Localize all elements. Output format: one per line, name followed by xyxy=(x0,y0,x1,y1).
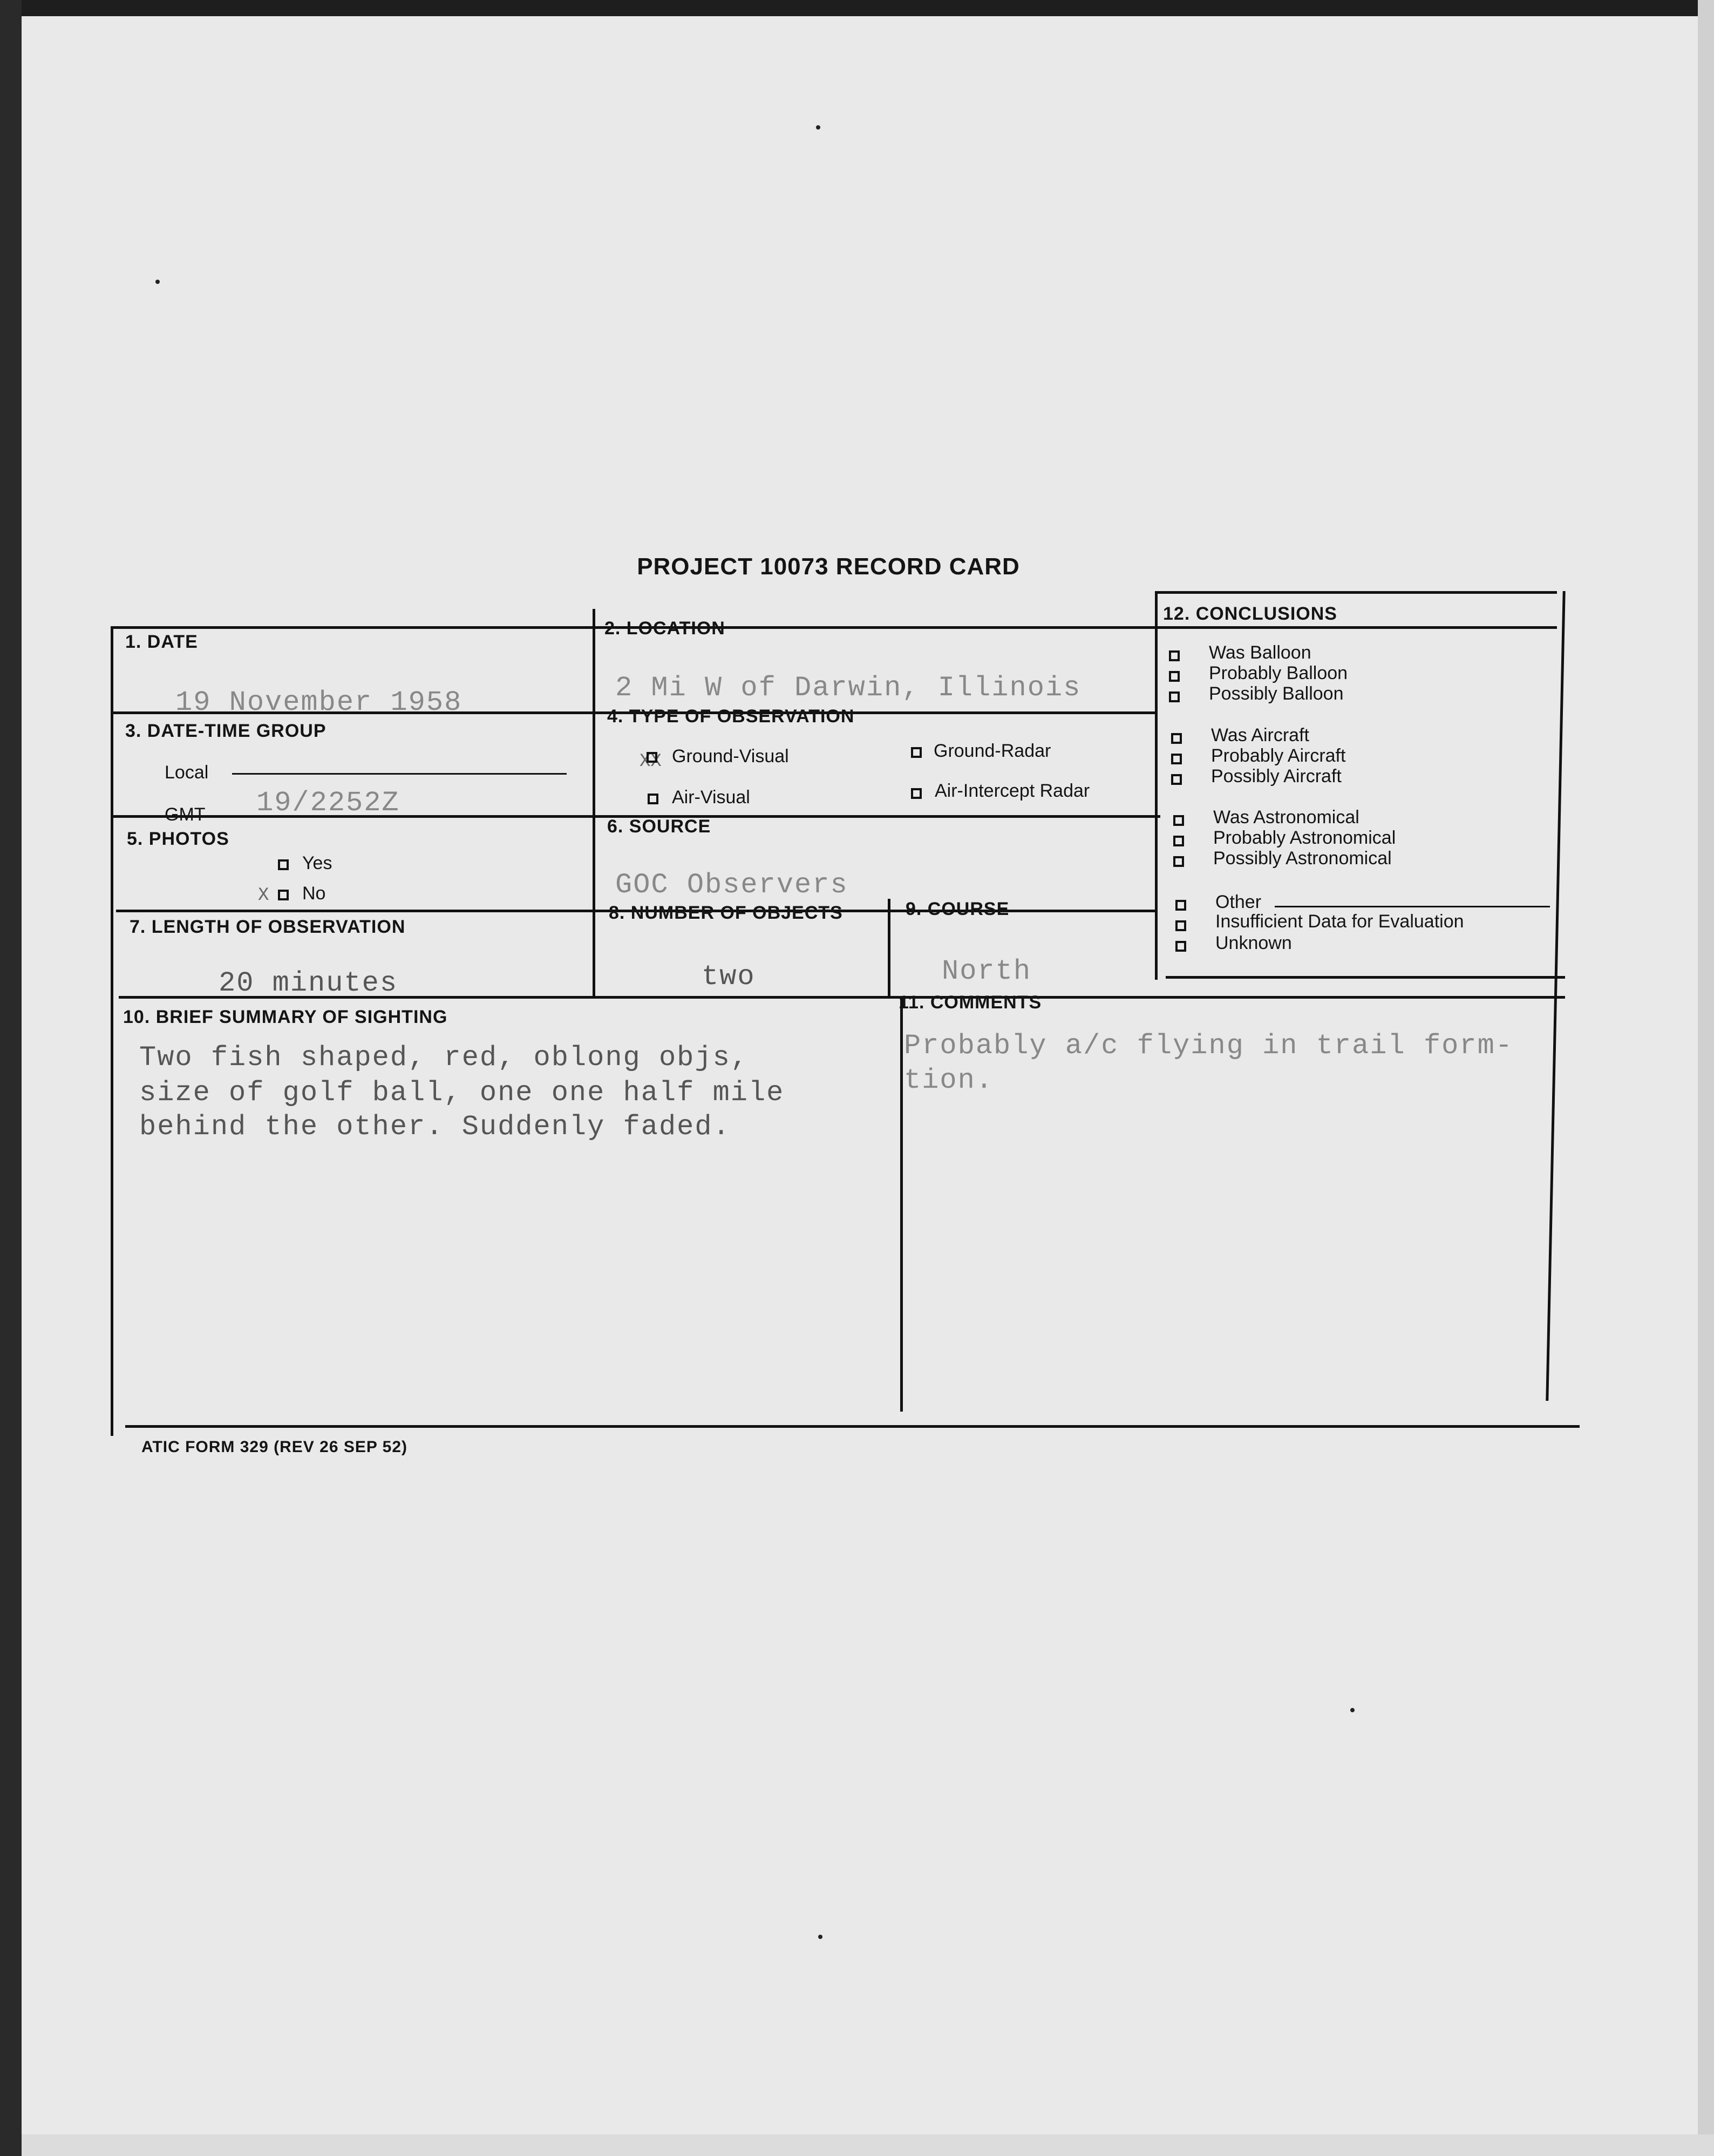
conclusions-border-top xyxy=(1155,591,1557,594)
ground-radar-checkbox[interactable] xyxy=(911,747,922,758)
was-aircraft-label: Was Aircraft xyxy=(1211,725,1309,745)
scan-border-bottom xyxy=(22,2134,1714,2156)
scan-border-left xyxy=(0,0,22,2156)
course-value: North xyxy=(942,955,1032,987)
possibly-aircraft-checkbox[interactable] xyxy=(1171,774,1182,785)
rule-col-comments xyxy=(900,996,903,1412)
photos-yes-label: Yes xyxy=(302,853,332,873)
air-visual-label: Air-Visual xyxy=(672,787,750,808)
comments-label: 11. COMMENTS xyxy=(899,992,1042,1013)
photos-yes-checkbox[interactable] xyxy=(278,859,289,870)
rule-conclusions-bottom xyxy=(1166,976,1565,979)
source-label: 6. SOURCE xyxy=(607,816,711,837)
ground-visual-label: Ground-Visual xyxy=(672,746,789,767)
was-aircraft-checkbox[interactable] xyxy=(1171,733,1182,744)
summary-line: behind the other. Suddenly faded. xyxy=(139,1111,731,1143)
location-label: 2. LOCATION xyxy=(604,618,725,639)
air-visual-checkbox[interactable] xyxy=(648,794,658,804)
insufficient-data-label: Insufficient Data for Evaluation xyxy=(1215,911,1464,932)
dust-speck xyxy=(818,1935,822,1939)
course-label: 9. COURSE xyxy=(906,899,1010,919)
probably-astronomical-checkbox[interactable] xyxy=(1173,836,1184,846)
length-value: 20 minutes xyxy=(219,967,398,999)
scan-border-top xyxy=(22,0,1714,16)
form-number: ATIC FORM 329 (REV 26 SEP 52) xyxy=(141,1438,408,1456)
probably-balloon-checkbox[interactable] xyxy=(1169,671,1180,682)
date-time-group-label: 3. DATE-TIME GROUP xyxy=(125,721,327,741)
local-label: Local xyxy=(165,762,209,783)
rule-col-course xyxy=(888,899,890,996)
conclusions-label: 12. CONCLUSIONS xyxy=(1163,604,1337,624)
comments-line: Probably a/c flying in trail form- xyxy=(904,1030,1513,1062)
ground-visual-mark: XX xyxy=(640,751,662,772)
date-value: 19 November 1958 xyxy=(175,687,462,718)
gmt-label: GMT xyxy=(165,804,206,825)
probably-aircraft-label: Probably Aircraft xyxy=(1211,745,1346,766)
probably-balloon-label: Probably Balloon xyxy=(1209,663,1348,683)
dust-speck xyxy=(155,280,160,284)
other-checkbox[interactable] xyxy=(1175,900,1186,911)
number-of-objects-label: 8. NUMBER OF OBJECTS xyxy=(609,903,843,923)
length-label: 7. LENGTH OF OBSERVATION xyxy=(130,917,406,937)
photos-label: 5. PHOTOS xyxy=(127,829,229,849)
was-astronomical-label: Was Astronomical xyxy=(1213,807,1359,828)
probably-astronomical-label: Probably Astronomical xyxy=(1213,828,1396,848)
summary-label: 10. BRIEF SUMMARY OF SIGHTING xyxy=(123,1007,448,1027)
probably-aircraft-checkbox[interactable] xyxy=(1171,754,1182,764)
observation-type-label: 4. TYPE OF OBSERVATION xyxy=(607,706,855,727)
photos-no-mark: X xyxy=(258,885,269,906)
possibly-balloon-label: Possibly Balloon xyxy=(1209,683,1344,704)
possibly-balloon-checkbox[interactable] xyxy=(1169,691,1180,702)
date-label: 1. DATE xyxy=(125,632,198,652)
was-balloon-checkbox[interactable] xyxy=(1169,650,1180,661)
air-intercept-radar-label: Air-Intercept Radar xyxy=(935,781,1090,801)
was-balloon-label: Was Balloon xyxy=(1209,642,1311,663)
photos-no-label: No xyxy=(302,883,326,904)
ground-radar-label: Ground-Radar xyxy=(934,741,1051,761)
insufficient-data-checkbox[interactable] xyxy=(1175,920,1186,931)
summary-line: Two fish shaped, red, oblong objs, xyxy=(139,1042,749,1074)
scan-border-right xyxy=(1698,0,1714,2156)
summary-line: size of golf ball, one one half mile xyxy=(139,1077,785,1109)
card-border-left xyxy=(111,626,113,1436)
card-border-top xyxy=(111,626,1557,629)
other-line xyxy=(1275,906,1550,907)
possibly-astronomical-checkbox[interactable] xyxy=(1173,856,1184,867)
unknown-label: Unknown xyxy=(1215,933,1292,953)
card-border-bottom xyxy=(125,1425,1580,1428)
was-astronomical-checkbox[interactable] xyxy=(1173,815,1184,826)
gmt-value: 19/2252Z xyxy=(256,787,400,819)
ground-visual-checkbox[interactable] xyxy=(647,752,657,763)
location-value: 2 Mi W of Darwin, Illinois xyxy=(615,672,1082,704)
possibly-aircraft-label: Possibly Aircraft xyxy=(1211,766,1342,787)
dust-speck xyxy=(1350,1708,1355,1712)
other-label: Other xyxy=(1215,892,1262,912)
comments-line: tion. xyxy=(904,1065,994,1096)
rule-col-conclusions xyxy=(1155,591,1158,980)
dust-speck xyxy=(816,125,820,130)
air-intercept-radar-checkbox[interactable] xyxy=(911,788,922,799)
photos-no-checkbox[interactable] xyxy=(278,890,289,900)
number-of-objects-value: two xyxy=(702,961,756,993)
source-value: GOC Observers xyxy=(615,869,848,901)
card-title: PROJECT 10073 RECORD CARD xyxy=(637,553,1020,580)
possibly-astronomical-label: Possibly Astronomical xyxy=(1213,848,1392,869)
unknown-checkbox[interactable] xyxy=(1175,941,1186,952)
rule-col-1 xyxy=(593,609,595,996)
local-line xyxy=(232,773,567,775)
